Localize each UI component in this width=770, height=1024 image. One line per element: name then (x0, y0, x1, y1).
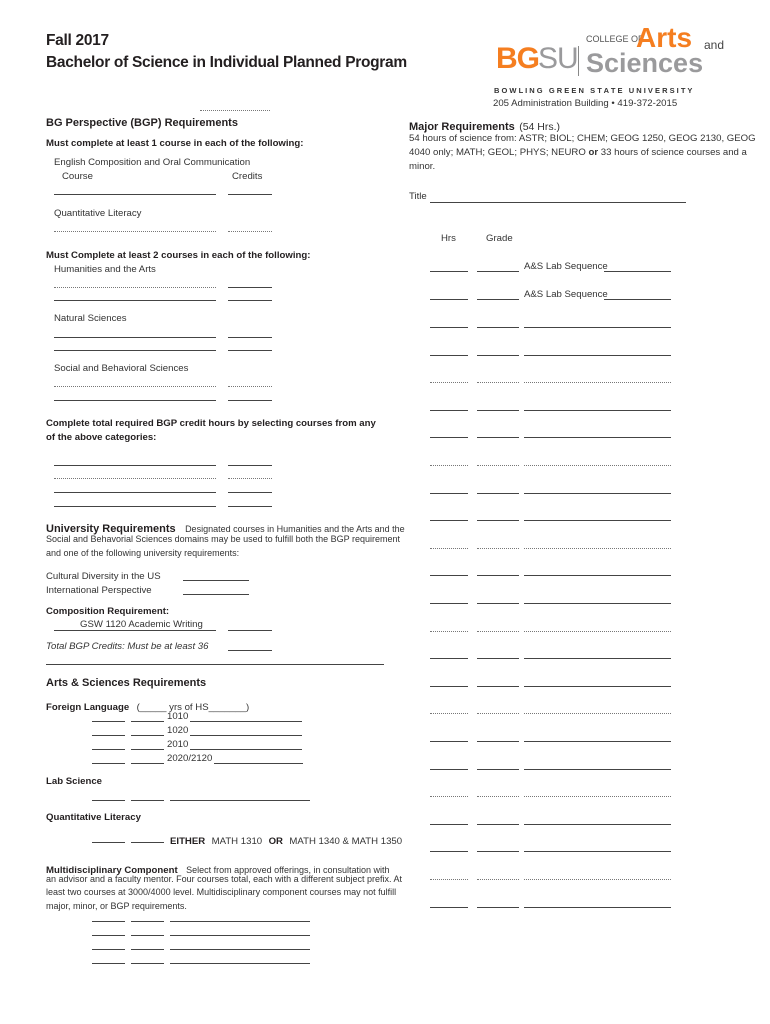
natural-course-2[interactable] (54, 350, 216, 351)
level-course-field[interactable] (190, 735, 302, 736)
level-label: 1020 (167, 725, 189, 736)
multi-course-field[interactable] (170, 949, 310, 950)
major-grade-field[interactable] (477, 658, 519, 659)
lab-seq-1-hrs[interactable] (430, 271, 468, 272)
major-grade-field[interactable] (477, 493, 519, 494)
lab-science-label: Lab Science (46, 776, 102, 787)
major-hrs-field[interactable] (430, 879, 468, 880)
major-course-field[interactable] (524, 769, 671, 770)
major-hrs-note: (54 Hrs.) (519, 121, 561, 133)
level-label: 1010 (167, 711, 189, 722)
major-heading: Major Requirements (409, 121, 515, 133)
major-course-field[interactable] (524, 741, 671, 742)
international-field[interactable] (183, 594, 249, 595)
lab-seq-1-field[interactable] (604, 271, 671, 272)
major-course-field[interactable] (524, 355, 671, 356)
major-course-field[interactable] (524, 796, 671, 797)
gsw-label: GSW 1120 Academic Writing (80, 619, 203, 630)
major-course-field[interactable] (524, 603, 671, 604)
major-course-field[interactable] (524, 824, 671, 825)
major-grade-field[interactable] (477, 437, 519, 438)
humanities-course-1[interactable] (54, 287, 216, 288)
math-options (170, 831, 402, 849)
elective-course-1[interactable] (54, 465, 216, 466)
university-heading: University Requirements (46, 523, 176, 535)
natural-credits-1[interactable] (228, 337, 272, 338)
major-desc-2a: 4040 only; MATH; GEOL; PHYS; NEURO (409, 147, 586, 158)
major-hrs-field[interactable] (430, 713, 468, 714)
arts-quant-grade[interactable] (131, 842, 164, 843)
major-grade-field[interactable] (477, 355, 519, 356)
credits-label: Credits (232, 171, 263, 182)
major-hrs-field[interactable] (430, 410, 468, 411)
major-grade-field[interactable] (477, 769, 519, 770)
bgp-must-two: Must Complete at least 2 courses in each of the following: (46, 250, 311, 261)
humanities-course-2[interactable] (54, 300, 216, 301)
level-course-field[interactable] (190, 721, 302, 722)
major-desc-2-row (409, 146, 747, 159)
major-desc-2b: or (588, 147, 599, 158)
multi-grade-field[interactable] (131, 921, 164, 922)
major-grade-field[interactable] (477, 851, 519, 852)
major-course-field[interactable] (524, 907, 671, 908)
multi-grade-field[interactable] (131, 963, 164, 964)
either-label: EITHER (170, 836, 206, 847)
major-hrs-field[interactable] (430, 907, 468, 908)
quant-credits-field[interactable] (228, 231, 272, 232)
bgp-heading: BG Perspective (BGP) Requirements (46, 117, 238, 129)
major-hrs-field[interactable] (430, 437, 468, 438)
quant-course-field[interactable] (54, 231, 216, 232)
english-label: English Composition and Oral Communication (54, 157, 251, 168)
major-hrs-field[interactable] (430, 796, 468, 797)
humanities-credits-1[interactable] (228, 287, 272, 288)
lab-seq-2-label: A&S Lab Sequence (524, 289, 608, 300)
multi-grade-field[interactable] (131, 949, 164, 950)
major-course-field[interactable] (524, 382, 671, 383)
major-hrs-field[interactable] (430, 548, 468, 549)
math-1340: MATH 1340 & MATH 1350 (289, 836, 403, 847)
major-hrs-field[interactable] (430, 382, 468, 383)
title-label: Title (409, 191, 427, 202)
logo-arts: Arts (636, 22, 693, 53)
major-desc-3: minor. (409, 161, 436, 172)
multi-hrs-field[interactable] (92, 949, 125, 950)
multi-course-field[interactable] (170, 921, 310, 922)
math-1310: MATH 1310 (211, 836, 263, 847)
level-hrs-field[interactable] (92, 721, 125, 722)
humanities-credits-2[interactable] (228, 300, 272, 301)
multi-heading: Multidisciplinary Component (46, 865, 178, 876)
social-credits-1[interactable] (228, 386, 272, 387)
major-grade-field[interactable] (477, 796, 519, 797)
natural-label: Natural Sciences (54, 313, 127, 324)
elective-credits-3[interactable] (228, 492, 272, 493)
cultural-field[interactable] (183, 580, 249, 581)
major-hrs-field[interactable] (430, 658, 468, 659)
elective-course-3[interactable] (54, 492, 216, 493)
level-label: 2020/2120 (167, 753, 213, 764)
program-title: Bachelor of Science in Individual Planned Program (46, 54, 407, 71)
level-grade-field[interactable] (131, 749, 164, 750)
major-grade-field[interactable] (477, 741, 519, 742)
complete-total-line-2: of the above categories: (46, 432, 157, 443)
term-title: Fall 2017 (46, 32, 109, 49)
logo-college-of: COLLEGE OF (586, 34, 644, 44)
multi-desc-4: major, minor, or BGP requirements. (46, 901, 187, 911)
major-course-field[interactable] (524, 879, 671, 880)
major-course-field[interactable] (524, 658, 671, 659)
cultural-label: Cultural Diversity in the US (46, 571, 161, 582)
major-course-field[interactable] (524, 410, 671, 411)
level-grade-field[interactable] (131, 735, 164, 736)
major-course-field[interactable] (524, 686, 671, 687)
arts-heading: Arts & Sciences Requirements (46, 677, 207, 689)
major-grade-field[interactable] (477, 824, 519, 825)
multi-hrs-field[interactable] (92, 935, 125, 936)
multi-hrs-field[interactable] (92, 921, 125, 922)
major-course-field[interactable] (524, 493, 671, 494)
major-hrs-field[interactable] (430, 741, 468, 742)
elective-credits-2[interactable] (228, 478, 272, 479)
major-desc-2c: 33 hours of science courses and a (600, 147, 747, 158)
major-hrs-field[interactable] (430, 769, 468, 770)
level-grade-field[interactable] (131, 763, 164, 764)
or-label: OR (268, 836, 283, 847)
major-grade-field[interactable] (477, 631, 519, 632)
multi-course-field[interactable] (170, 935, 310, 936)
total-bgp-field[interactable] (228, 650, 272, 651)
multi-grade-field[interactable] (131, 935, 164, 936)
lab-science-course[interactable] (170, 800, 310, 801)
university-desc-2: Social and Behavorial Sciences domains may be used to fulfill both the BGP requirement (46, 534, 401, 544)
elective-credits-4[interactable] (228, 506, 272, 507)
university-desc-1: Designated courses in Humanities and the Arts and the (185, 524, 405, 534)
gsw-credits-field[interactable] (228, 630, 272, 631)
major-course-field[interactable] (524, 713, 671, 714)
composition-heading: Composition Requirement: (46, 606, 170, 617)
major-grade-field[interactable] (477, 713, 519, 714)
major-hrs-field[interactable] (430, 824, 468, 825)
english-course-field[interactable] (54, 194, 216, 195)
major-hrs-field[interactable] (430, 355, 468, 356)
university-name: B O W L I N G G R E E N S T A T E U N I V E R S I T Y (494, 86, 693, 95)
elective-course-2[interactable] (54, 478, 216, 479)
major-hrs-field[interactable] (430, 631, 468, 632)
level-course-field[interactable] (190, 749, 302, 750)
major-grade-field[interactable] (477, 879, 519, 880)
major-hrs-field[interactable] (430, 851, 468, 852)
level-course-field[interactable] (214, 763, 303, 764)
logo-divider (578, 46, 579, 76)
lab-seq-1-grade[interactable] (477, 271, 519, 272)
university-desc-3: and one of the following university requirements: (46, 548, 240, 558)
logo-bg: BG (496, 42, 539, 75)
major-course-field[interactable] (524, 575, 671, 576)
bgsu-logo (490, 22, 730, 82)
major-hrs-field[interactable] (430, 520, 468, 521)
section-divider (46, 664, 384, 665)
major-grade-field[interactable] (477, 465, 519, 466)
hrs-label: Hrs (441, 233, 456, 244)
major-grade-field[interactable] (477, 548, 519, 549)
lab-seq-1-label: A&S Lab Sequence (524, 261, 608, 272)
major-grade-field[interactable] (477, 382, 519, 383)
social-course-1[interactable] (54, 386, 216, 387)
major-course-field[interactable] (524, 851, 671, 852)
grade-label: Grade (486, 233, 513, 244)
major-hrs-field[interactable] (430, 327, 468, 328)
foreign-label: Foreign Language (46, 702, 130, 713)
social-label: Social and Behavioral Sciences (54, 363, 189, 374)
complete-total-line-1: Complete total required BGP credit hours by selecting courses from any (46, 418, 376, 429)
major-hrs-field[interactable] (430, 603, 468, 604)
level-hrs-field[interactable] (92, 735, 125, 736)
major-grade-field[interactable] (477, 603, 519, 604)
natural-course-1[interactable] (54, 337, 216, 338)
total-bgp-label: Total BGP Credits: Must be at least 36 (46, 641, 209, 652)
elective-course-4[interactable] (54, 506, 216, 507)
quant-label: Quantitative Literacy (54, 208, 142, 219)
logo-sciences: Sciences (586, 48, 704, 78)
major-hrs-field[interactable] (430, 575, 468, 576)
major-grade-field[interactable] (477, 686, 519, 687)
multi-hrs-field[interactable] (92, 963, 125, 964)
social-credits-2[interactable] (228, 400, 272, 401)
address: 205 Administration Building • 419-372-2015 (493, 98, 678, 109)
logo-su: SU (538, 42, 578, 75)
lab-science-hrs[interactable] (92, 800, 125, 801)
natural-credits-2[interactable] (228, 350, 272, 351)
multi-course-field[interactable] (170, 963, 310, 964)
multi-desc-2: an advisor and a faculty mentor. Four courses total, each with a different subject prefix. At (46, 874, 403, 884)
title-field[interactable] (430, 202, 686, 203)
major-desc-1: 54 hours of science from: ASTR; BIOL; CHEM; GEOG 1250, GEOG 2130, GEOG (409, 133, 756, 144)
course-label: Course (62, 171, 93, 182)
major-grade-field[interactable] (477, 327, 519, 328)
foreign-hs-years: (_____ yrs of HS_______) (136, 702, 250, 713)
rule (200, 110, 270, 111)
arts-quant-label: Quantitative Literacy (46, 812, 141, 823)
major-course-field[interactable] (524, 520, 671, 521)
level-label: 2010 (167, 739, 189, 750)
major-course-field[interactable] (524, 631, 671, 632)
level-hrs-field[interactable] (92, 763, 125, 764)
foreign-row (46, 697, 249, 715)
major-grade-field[interactable] (477, 575, 519, 576)
lab-seq-2-grade[interactable] (477, 299, 519, 300)
major-hrs-field[interactable] (430, 686, 468, 687)
level-hrs-field[interactable] (92, 749, 125, 750)
major-course-field[interactable] (524, 437, 671, 438)
logo-and: and (704, 38, 725, 52)
major-grade-field[interactable] (477, 907, 519, 908)
lab-science-grade[interactable] (131, 800, 164, 801)
elective-credits-1[interactable] (228, 465, 272, 466)
international-label: International Perspective (46, 585, 152, 596)
level-grade-field[interactable] (131, 721, 164, 722)
social-course-2[interactable] (54, 400, 216, 401)
multi-desc-1: Select from approved offerings, in consultation with (186, 865, 390, 875)
major-course-field[interactable] (524, 327, 671, 328)
multi-desc-3: least two courses at 3000/4000 level. Multidisciplinary component courses may not fulfill (46, 887, 397, 897)
major-course-field[interactable] (524, 548, 671, 549)
major-course-field[interactable] (524, 465, 671, 466)
major-grade-field[interactable] (477, 410, 519, 411)
lab-seq-2-hrs[interactable] (430, 299, 468, 300)
major-hrs-field[interactable] (430, 493, 468, 494)
humanities-label: Humanities and the Arts (54, 264, 156, 275)
english-credits-field[interactable] (228, 194, 272, 195)
major-grade-field[interactable] (477, 520, 519, 521)
major-hrs-field[interactable] (430, 465, 468, 466)
lab-seq-2-field[interactable] (604, 299, 671, 300)
arts-quant-hrs[interactable] (92, 842, 125, 843)
bgp-must-one: Must complete at least 1 course in each of the following: (46, 138, 304, 149)
